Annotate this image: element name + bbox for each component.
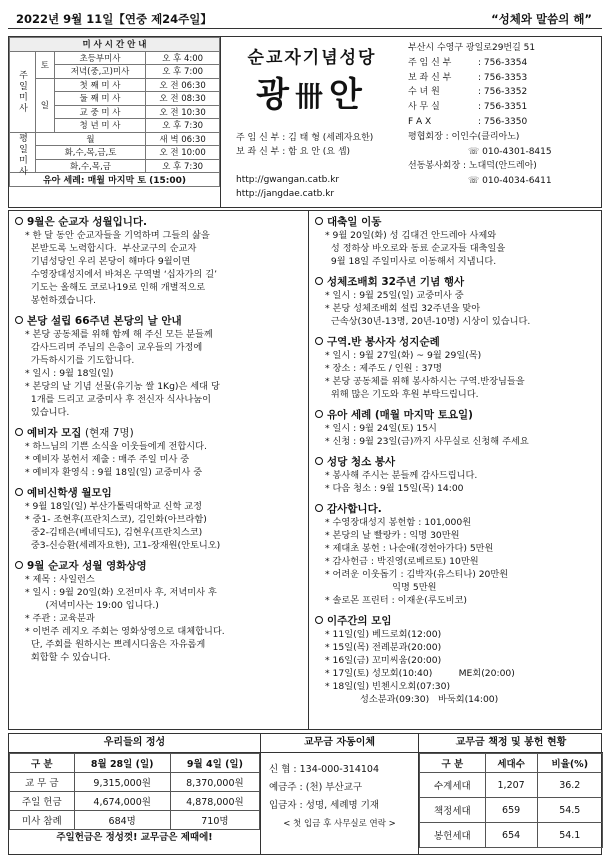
bullet-icon <box>15 428 23 436</box>
bullet-icon <box>315 217 323 225</box>
offering-caption: 주일헌금은 정성껏! 교무금은 제때에! <box>56 832 213 843</box>
notice-section: 대축일 이동 * 9월 20일(화) 성 김대건 안드레아 사제와 성 정하상 바오로와 동료 순교자들 대축일을 9월 18일 주일미사로 이동해서 지냅니다. <box>315 215 597 268</box>
website-link[interactable]: http://jangdae.catb.kr <box>236 189 335 199</box>
parish-name: 광卌안 <box>256 75 368 115</box>
notice-body: * 일시 : 9월 25일(일) 교중미사 중 * 본당 성체조배회 설립 32주년을 맞아 근속상(30년-13명, 20년-10명) 시상이 있습니다. <box>325 290 531 327</box>
notices <box>8 210 602 730</box>
notice-section: 유아 세례 (매월 마지막 토요일) * 일시 : 9월 24일(토) 15시 * 신청 : 9월 23일(금)까지 사무실로 신청해 주세요 <box>315 408 597 448</box>
sunday-mass-label: 주일미사 <box>10 51 36 132</box>
wsa-phone: ☏ 010-4034-6411 <box>468 176 552 187</box>
notice-section: 구역.반 봉사자 성지순례 * 일시 : 9월 27일(화) ~ 9월 29일(목) * 장소 : 제주도 / 인원 : 37명 * 본당 공동체를 위해 봉사하시는 구역.반장님들을 위해 많은 기도와 후원 부탁드립니다. <box>315 335 597 401</box>
right-column <box>309 211 603 729</box>
notice-section: 예비신학생 월모임 * 9월 18일(일) 부산가톨릭대학교 신학 교정 * 중1- 조현후(프란치스코), 김인화(아브라함) 중2-김태은(베네딕도), 김현우(프란치스코) 중3-신승환(세례자요한), 고1-장재원(안토니오) <box>15 486 302 552</box>
mass-schedule-table <box>9 37 220 187</box>
mass-name: 월 <box>35 132 145 146</box>
notice-body: * 수영장대성지 봉헌함 : 101,000원 * 본당의 날 빨랑카 : 익명 30만원 * 제대초 봉헌 : 나순애(경헌아가다) 5만원 * 감사헌금 : 박진영(로베르토) 10만원 * 어려운 이웃돕기 : 김박자(유스티나) 20만원 익명 5만원 * 솔로몬 프린터 : 이재운(루도비코) <box>325 517 509 606</box>
motto: “성체와 말씀의 해” <box>491 12 592 26</box>
bullet-icon <box>15 488 23 496</box>
account-holder: 예금주 : (천) 부산교구 <box>269 782 363 793</box>
header-box <box>8 36 602 208</box>
notice-section: 이주간의 모임 * 11일(일) 베드로회(12:00) * 15일(목) 전례분과(20:00) * 16일(금) 꼬미씨움(20:00) * 17일(토) 성모회(10:40) ME회(20:00) * 18일(일) 빈첸시오회(07:30) 성소분과(09:30) 바둑회(14:00) <box>315 614 597 706</box>
notice-section: 9월 순교자 성월 영화상영 * 제목 : 사일런스 * 일시 : 9월 20일(화) 오전미사 후, 저녁미사 후 (저녁미사는 19:00 입니다.) * 주관 : 교육분과 * 이번주 레지오 주회는 영화상영으로 대체합니다. 단, 주회를 원하시는 쁘레시디움은 자유롭게 회합할 수 있습니다. <box>15 559 302 664</box>
mass-name: 교 중 미 사 <box>54 105 145 119</box>
census-table: 구 분 세대수 비율(%) 수계세대 1,207 36.2 책정세대 659 54.5 봉헌세대 654 54.1 <box>419 753 603 848</box>
notice-body: * 하느님의 기쁜 소식을 이웃들에게 전합시다. * 예비자 봉헌서 제출 : 매주 주일 미사 중 * 예비자 환영식 : 9월 18일(일) 교중미사 중 <box>25 441 207 478</box>
bullet-icon <box>15 561 23 569</box>
notice-body: * 한 달 동안 순교자들을 기억하며 그들의 삶을 본받도록 노력합시다. 부산교구의 순교자 기념성당인 우리 본당이 해마다 9월이면 수영장대성지에서 바쳐온 구역별 ‘십자가의 길’ 기도는 올해도 코로나19로 인해 개별적으로 봉헌하겠습니다. <box>25 230 217 306</box>
notice-body: * 제목 : 사일런스 * 일시 : 9월 20일(화) 오전미사 후, 저녁미사 후 (저녁미사는 19:00 입니다.) * 주관 : 교육분과 * 이번주 레지오 주회는 영화상영으로 대체합니다. 단, 주회를 원하시는 쁘레시디움은 자유롭게 회합할 수 있습니다. <box>25 574 225 663</box>
council-phone: ☏ 010-4301-8415 <box>468 146 552 157</box>
notice-body: * 9월 18일(일) 부산가톨릭대학교 신학 교정 * 중1- 조현후(프란치스코), 김인화(아브라함) 중2-김태은(베네딕도), 김현우(프란치스코) 중3-신승환(세례자요한), 고1-장재원(안토니오) <box>25 501 221 551</box>
phone-row: 사 무 실 : 756-3351 <box>408 102 528 113</box>
bullet-icon <box>15 217 23 225</box>
address: 부산시 수영구 광일로29번길 51 <box>408 43 536 53</box>
contact-info <box>402 37 602 207</box>
mass-time: 오 후 4:00 <box>146 51 220 65</box>
schedule-title: 미 사 시 간 안 내 <box>10 38 220 52</box>
mass-name: 저녁(중,고)미사 <box>54 65 145 79</box>
mass-time: 오 후 7:30 <box>146 159 220 173</box>
bullet-icon <box>15 316 23 324</box>
website-link[interactable]: http://gwangan.catb.kr <box>236 175 340 185</box>
mass-time: 오 후 7:00 <box>146 65 220 79</box>
contact-note: < 첫 입금 후 사무실로 연락 > <box>283 819 396 829</box>
notice-section: 성당 청소 봉사 * 봉사해 주시는 분들께 감사드립니다. * 다음 청소 : 9월 15일(목) 14:00 <box>315 455 597 495</box>
phone-row: 수 녀 원 : 756-3352 <box>408 87 528 98</box>
left-column <box>9 211 309 729</box>
masthead <box>222 37 402 207</box>
phone-row: 보 좌 신 부 : 756-3353 <box>408 72 528 83</box>
auto-transfer-box <box>261 734 419 854</box>
wsa-president: 선동봉사회장 : 노대덕(안드레아) <box>408 161 537 172</box>
top-banner <box>8 7 602 29</box>
phone-row: 주 임 신 부 : 756-3354 <box>408 57 528 68</box>
notice-section: 9월은 순교자 성월입니다. * 한 달 동안 순교자들을 기억하며 그들의 삶을 본받도록 노력합시다. 부산교구의 순교자 기념성당인 우리 본당이 해마다 9월이면 수영장대성지에서 바쳐온 구역별 ‘십자가의 길’ 기도는 올해도 코로나19로 인해 개별적으로 봉헌하겠습니다. <box>15 215 302 307</box>
mass-name: 초등부미사 <box>54 51 145 65</box>
notice-section: 예비자 모집 (현재 7명) * 하느님의 기쁜 소식을 이웃들에게 전합시다. * 예비자 봉헌서 제출 : 매주 주일 미사 중 * 예비자 환영식 : 9월 18일(일) 교중미사 중 <box>15 426 302 479</box>
mass-name: 첫 째 미 사 <box>54 78 145 92</box>
bullet-icon <box>315 277 323 285</box>
notice-section: 본당 설립 66주년 본당의 날 안내 * 본당 공동체를 위해 함께 해 주신 모든 분들께 감사드리며 주님의 은총이 교우들의 가정에 가득하시기를 기도합니다. * 일시 : 9월 18일(일) * 본당의 날 기념 선물(유기농 쌀 1Kg)은 세대 당 1개를 드리고 교중미사 후 전신자 식사나눔이 있습니다. <box>15 314 302 419</box>
offering-title: 우리들의 정성 <box>9 734 260 753</box>
saturday-label: 토 <box>35 51 54 78</box>
bullet-icon <box>315 337 323 345</box>
bank-account: 신 협 : 134-000-314104 <box>269 764 380 775</box>
mass-time: 오 전 06:30 <box>146 78 220 92</box>
census-box <box>419 734 603 854</box>
mass-time: 오 전 10:00 <box>146 146 220 160</box>
notice-body: * 9월 20일(화) 성 김대건 안드레아 사제와 성 정하상 바오로와 동료 순교자들 대축일을 9월 18일 주일미사로 이동해서 지냅니다. <box>325 230 506 267</box>
depositor-note: 입금자 : 성명, 세례명 기재 <box>269 800 380 811</box>
infant-baptism-note: 유아 세례: 매월 마지막 토 (15:00) <box>10 173 220 187</box>
census-title: 교무금 책정 및 봉헌 현황 <box>419 734 603 753</box>
mass-name: 청 년 미 사 <box>54 119 145 133</box>
masthead-subtitle: 순교자기념성당 <box>247 48 377 68</box>
notice-body: * 봉사해 주시는 분들께 감사드립니다. * 다음 청소 : 9월 15일(목) 14:00 <box>325 470 478 494</box>
mass-time: 오 전 10:30 <box>146 105 220 119</box>
offering-table: 구 분 8월 28일 (일) 9월 4일 (일) 교 무 금 9,315,000원 8,370,000원 주일 헌금 4,674,000원 4,878,000원 미사 참례 684명 710명 <box>9 753 260 830</box>
bullet-icon <box>315 457 323 465</box>
assistant-line: 보 좌 신 부 : 함 요 안 (요 셉) <box>236 147 351 157</box>
phone-row: F A X : 756-3350 <box>408 116 528 127</box>
bullet-icon <box>315 410 323 418</box>
mass-time: 새 벽 06:30 <box>146 132 220 146</box>
notice-section: 감사합니다. * 수영장대성지 봉헌함 : 101,000원 * 본당의 날 빨랑카 : 익명 30만원 * 제대초 봉헌 : 나순애(경헌아가다) 5만원 * 감사헌금 : 박진영(로베르토) 10만원 * 어려운 이웃돕기 : 김박자(유스티나) 20만원 익명 5만원 * 솔로몬 프린터 : 이재운(루도비코) <box>315 502 597 607</box>
weekday-mass-label: 평일미사 <box>10 132 36 173</box>
priests <box>236 131 373 159</box>
notice-section: 성체조배회 32주년 기념 행사 * 일시 : 9월 25일(일) 교중미사 중 * 본당 성체조배회 설립 32주년을 맞아 근속상(30년-13명, 20년-10명) 시상이 있습니다. <box>315 275 597 328</box>
bullet-icon <box>315 504 323 512</box>
mass-name: 화,수,목,금,토 <box>35 146 145 160</box>
mass-time: 오 후 7:30 <box>146 119 220 133</box>
sunday-label: 일 <box>35 78 54 132</box>
mass-time: 오 전 08:30 <box>146 92 220 106</box>
transfer-title: 교무금 자동이체 <box>261 734 418 753</box>
pastor-line: 주 임 신 부 : 김 태 형 (세례자요한) <box>236 133 374 143</box>
cross-logo-icon: 卌 <box>294 80 329 113</box>
bullet-icon <box>315 616 323 624</box>
mass-name: 화,수,목,금 <box>35 159 145 173</box>
mass-name: 둘 째 미 사 <box>54 92 145 106</box>
websites <box>236 173 339 201</box>
notice-body: * 11일(일) 베드로회(12:00) * 15일(목) 전례분과(20:00) * 16일(금) 꼬미씨움(20:00) * 17일(토) 성모회(10:40) ME회(20:00) * 18일(일) 빈첸시오회(07:30) 성소분과(09:30) 바둑회(14:00) <box>325 629 515 705</box>
notice-body: * 일시 : 9월 27일(화) ~ 9월 29일(목) * 장소 : 제주도 / 인원 : 37명 * 본당 공동체를 위해 봉사하시는 구역.반장님들을 위해 많은 기도와 후원 부탁드립니다. <box>325 350 525 400</box>
footer-boxes <box>8 733 602 855</box>
mass-schedule <box>9 37 221 207</box>
issue-date: 2022년 9월 11일【연중 제24주일】 <box>16 12 212 26</box>
council-president: 평협회장 : 이인수(클리아노) <box>408 131 520 142</box>
notice-body: * 일시 : 9월 24일(토) 15시 * 신청 : 9월 23일(금)까지 사무실로 신청해 주세요 <box>325 423 529 447</box>
offering-box <box>9 734 261 854</box>
notice-body: * 본당 공동체를 위해 함께 해 주신 모든 분들께 감사드리며 주님의 은총이 교우들의 가정에 가득하시기를 기도합니다. * 일시 : 9월 18일(일) * 본당의 날 기념 선물(유기농 쌀 1Kg)은 세대 당 1개를 드리고 교중미사 후 전신자 식사나눔이 있습니다. <box>25 329 220 418</box>
